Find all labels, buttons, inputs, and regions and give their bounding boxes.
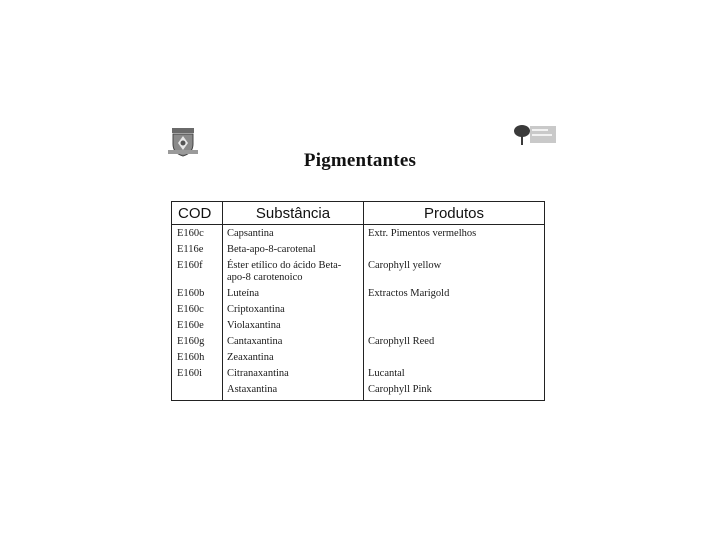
cod-cell: E160c (172, 302, 223, 318)
substancia-cell: Astaxantina (223, 382, 364, 401)
cod-cell (172, 382, 223, 401)
produtos-cell: Carophyll Pink (368, 384, 432, 395)
substancia-cell: Zeaxantina (223, 350, 364, 366)
substancia-cell: Violaxantina (223, 318, 364, 334)
substancia-cell: Criptoxantina (223, 302, 364, 318)
substancia-cell: Citranaxantina (223, 366, 364, 382)
header-cod: COD (172, 202, 223, 225)
substancia-cell: Capsantina (223, 225, 364, 243)
produtos-cell: Lucantal (368, 368, 405, 379)
table-row (172, 242, 545, 258)
produtos-cell: Extractos Marigold (368, 288, 450, 299)
produtos-cell (364, 350, 545, 366)
substancia-cell: Luteína (223, 286, 364, 302)
table-row (172, 382, 545, 401)
pigment-table (171, 201, 545, 401)
cod-cell: E160f (172, 258, 223, 286)
cod-cell: E160c (172, 225, 223, 243)
table-header-row (172, 202, 545, 225)
substancia-cell: Éster etílico do ácido Beta-apo-8 carotenoico (223, 258, 364, 286)
cod-cell: E160e (172, 318, 223, 334)
substancia-cell: Beta-apo-8-carotenal (223, 242, 364, 258)
table-row (172, 225, 545, 243)
cod-cell: E160i (172, 366, 223, 382)
produtos-cell (364, 242, 545, 258)
cod-cell: E160b (172, 286, 223, 302)
produtos-cell: Carophyll yellow (368, 260, 442, 271)
table-row (172, 350, 545, 366)
cod-cell: E160h (172, 350, 223, 366)
table-row (172, 302, 545, 318)
cod-cell: E116e (172, 242, 223, 258)
table-row (172, 318, 545, 334)
produtos-cell: Extr. Pimentos vermelhos (368, 228, 477, 239)
produtos-cell (364, 302, 545, 318)
header-substancia: Substância (223, 202, 364, 225)
table-row (172, 366, 545, 382)
produtos-cell: Carophyll Reed (368, 336, 435, 347)
table-row (172, 258, 545, 286)
page-title: Pigmentantes (303, 150, 417, 171)
tree-logo-icon (513, 124, 557, 146)
produtos-cell (364, 318, 545, 334)
table-row (172, 334, 545, 350)
header-produtos: Produtos (364, 202, 545, 225)
cod-cell: E160g (172, 334, 223, 350)
table-row (172, 286, 545, 302)
substancia-cell: Cantaxantina (223, 334, 364, 350)
